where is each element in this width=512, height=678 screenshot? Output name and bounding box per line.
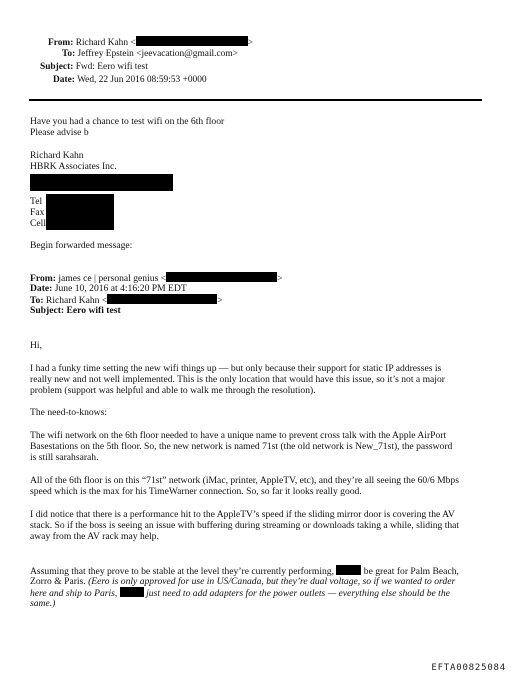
redaction-block	[136, 36, 248, 46]
forwarded-subject-label: Subject:	[30, 305, 65, 316]
body-greeting: Hi,	[30, 340, 42, 351]
forwarded-subject-value: Eero wifi test	[66, 305, 121, 316]
signature-company: HBRK Associates Inc.	[30, 161, 117, 172]
signature-name: Richard Kahn	[30, 150, 84, 161]
body-paragraph-5-line	[30, 587, 450, 600]
forwarded-from-value: james ce | personal genius <	[58, 273, 167, 284]
body-paragraph-4-line: away from the AV rack may help.	[30, 531, 159, 542]
signature-cell-label: Cell	[30, 218, 46, 229]
body-paragraph-1-line: really new and not well implemented. This is the only location that would have this issue, so it’s not a major	[30, 374, 445, 385]
forwarded-date-row	[30, 283, 187, 295]
redaction-block	[46, 194, 114, 230]
header-subject-row	[40, 62, 148, 74]
signature-tel-label: Tel	[30, 196, 43, 207]
body-paragraph-2-line: is still sarahsarah.	[30, 452, 99, 463]
header-subject-label: Subject:	[40, 62, 74, 72]
body-paragraph-4-line: stack. So if the boss is seeing an issue with buffering during streaming or downloads taking a while, sliding that	[30, 520, 460, 531]
body-paragraph-4-line: I did notice that there is a performance hit to the AppleTV’s speed if the sliding mirror door is covering the AV	[30, 509, 455, 520]
redaction-block	[336, 565, 361, 575]
header-from-value: Richard Kahn <	[75, 38, 136, 48]
message-line-2: Please advise b	[30, 127, 89, 138]
forwarded-to-value: Richard Kahn <	[45, 295, 108, 306]
header-to-value: Jeffrey Epstein <jeevacation@gmail.com>	[77, 49, 238, 59]
body-p5-text: Assuming that they prove to be stable at the level they’re currently performing,	[30, 566, 334, 577]
redaction-block	[107, 294, 217, 304]
header-to-label: To:	[62, 49, 76, 59]
header-date-label: Date:	[53, 75, 75, 85]
body-paragraph-3-line: speed which is the max for his TimeWarner connection. So, so far it looks really good.	[30, 486, 362, 497]
body-p5-text: Zorro & Paris.	[30, 576, 86, 587]
body-need-to-knows: The need-to-knows:	[30, 407, 107, 418]
header-from-label: From:	[48, 38, 74, 48]
body-paragraph-1-line: problem (support was helpful and able to walk me through the resolution).	[30, 385, 316, 396]
forwarded-from-label: From:	[30, 273, 56, 284]
header-from-row	[48, 36, 253, 50]
body-paragraph-1-line: I had a funky time setting the new wifi things up — but only because their support for static IP addresses is	[30, 363, 442, 374]
forwarded-to-label: To:	[30, 295, 44, 306]
body-paragraph-2-line: The wifi network on the 6th floor needed to have a unique name to prevent cross talk with the Apple AirPort	[30, 430, 447, 441]
header-date-row	[53, 75, 207, 87]
body-p5-italic-text: here and ship to Paris,	[30, 588, 118, 599]
header-to-row	[62, 49, 238, 61]
bates-number: EFTA00825084	[431, 663, 506, 673]
body-p5-italic-text: (Eero is only approved for use in US/Canada, but they’re dual voltage, so if we wanted to order	[88, 576, 456, 587]
header-from-close: >	[247, 38, 253, 48]
redaction-block	[120, 587, 144, 597]
forwarded-to-close: >	[217, 295, 223, 306]
message-line-1: Have you had a chance to test wifi on the 6th floor	[30, 116, 225, 127]
body-p5-text: be great for Palm Beach,	[363, 566, 459, 577]
forwarded-date-label: Date:	[30, 283, 53, 294]
header-subject-value: Fwd: Eero wifi test	[75, 62, 148, 72]
body-paragraph-2-line: Basestations on the 5th floor. So, the new network is named 71st (the old network is New_71st), the password	[30, 441, 453, 452]
signature-fax-label: Fax	[30, 207, 45, 218]
header-date-value: Wed, 22 Jun 2016 08:59:53 +0000	[77, 75, 207, 85]
body-paragraph-5-line	[30, 576, 455, 588]
forwarded-subject-row	[30, 305, 121, 317]
body-paragraph-5-line: same.)	[30, 598, 56, 609]
body-p5-italic-text: just need to add adapters for the power outlets — everything else should be the	[146, 588, 450, 599]
redaction-block	[30, 174, 173, 191]
forwarded-date-value: June 10, 2016 at 4:16:20 PM EDT	[54, 283, 187, 294]
forwarded-from-close: >	[277, 273, 283, 284]
body-paragraph-3-line: All of the 6th floor is on this “71st” network (iMac, printer, AppleTV, etc), and they’re all seeing the 60/6 Mbps	[30, 475, 459, 486]
header-divider	[29, 99, 482, 101]
redaction-block	[166, 272, 277, 282]
begin-forwarded-message: Begin forwarded message:	[30, 240, 133, 251]
